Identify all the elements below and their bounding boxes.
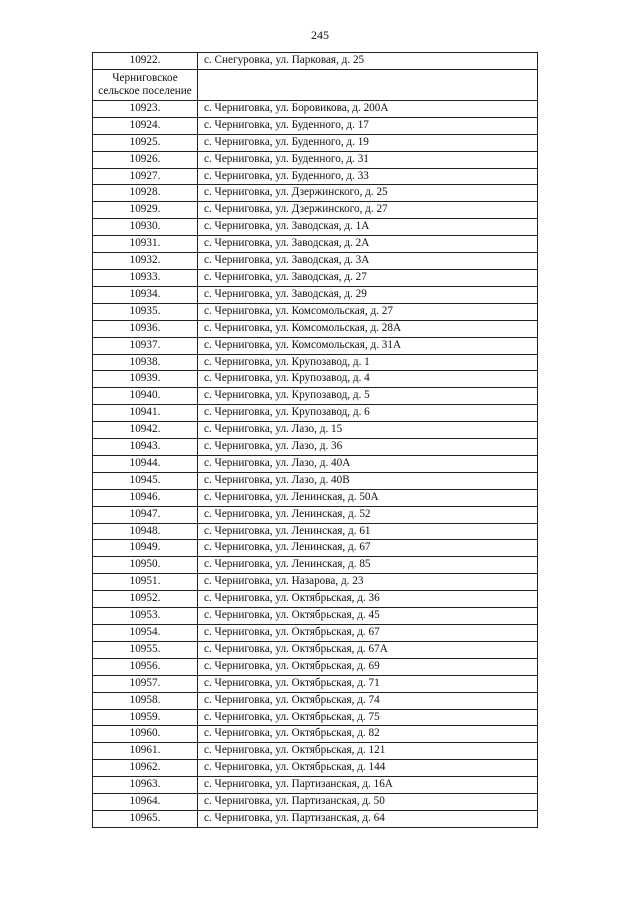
table-row: [93, 726, 538, 743]
row-number: 10938.: [93, 354, 198, 371]
table-row: [93, 134, 538, 151]
row-number: 10962.: [93, 760, 198, 777]
row-number: 10955.: [93, 641, 198, 658]
row-number: 10949.: [93, 540, 198, 557]
row-number: 10960.: [93, 726, 198, 743]
row-address: с. Черниговка, ул. Лазо, д. 40А: [198, 455, 538, 472]
row-address: с. Черниговка, ул. Комсомольская, д. 27: [198, 303, 538, 320]
table-row: [93, 506, 538, 523]
row-number: 10952.: [93, 591, 198, 608]
table-row: [93, 641, 538, 658]
row-number: 10946.: [93, 489, 198, 506]
row-address: с. Черниговка, ул. Дзержинского, д. 27: [198, 202, 538, 219]
row-address: с. Черниговка, ул. Октябрьская, д. 67: [198, 625, 538, 642]
row-number: 10964.: [93, 794, 198, 811]
table-row: [93, 675, 538, 692]
table-body: [93, 100, 538, 827]
row-address: с. Черниговка, ул. Буденного, д. 31: [198, 151, 538, 168]
row-address: с. Черниговка, ул. Крупозавод, д. 4: [198, 371, 538, 388]
row-number: 10958.: [93, 692, 198, 709]
table-row: [93, 320, 538, 337]
table-row: [93, 743, 538, 760]
row-number: 10943.: [93, 439, 198, 456]
row-number: 10937.: [93, 337, 198, 354]
row-address: с. Черниговка, ул. Комсомольская, д. 31А: [198, 337, 538, 354]
row-number: 10957.: [93, 675, 198, 692]
row-number: 10963.: [93, 777, 198, 794]
row-address: с. Черниговка, ул. Лазо, д. 36: [198, 439, 538, 456]
row-number: 10944.: [93, 455, 198, 472]
table-row: [93, 337, 538, 354]
table-row: [93, 202, 538, 219]
row-address: с. Черниговка, ул. Октябрьская, д. 45: [198, 608, 538, 625]
row-address: с. Черниговка, ул. Лазо, д. 40В: [198, 472, 538, 489]
row-number: 10948.: [93, 523, 198, 540]
table-row: [93, 574, 538, 591]
row-number: 10945.: [93, 472, 198, 489]
row-number: 10956.: [93, 658, 198, 675]
table-row: [93, 625, 538, 642]
table-row: [93, 794, 538, 811]
table-row: [93, 168, 538, 185]
row-number: 10929.: [93, 202, 198, 219]
row-address: с. Черниговка, ул. Октябрьская, д. 75: [198, 709, 538, 726]
table-row: [93, 53, 538, 70]
row-address: с. Черниговка, ул. Партизанская, д. 50: [198, 794, 538, 811]
row-address: с. Черниговка, ул. Ленинская, д. 61: [198, 523, 538, 540]
row-number: 10931.: [93, 236, 198, 253]
row-number: 10965.: [93, 810, 198, 827]
table-row: [93, 253, 538, 270]
table-row: [93, 303, 538, 320]
row-number: 10959.: [93, 709, 198, 726]
row-number: 10947.: [93, 506, 198, 523]
table-body-before: [93, 53, 538, 70]
table-row: [93, 777, 538, 794]
row-address: с. Черниговка, ул. Октябрьская, д. 74: [198, 692, 538, 709]
row-number: 10953.: [93, 608, 198, 625]
section-name: Черниговское сельское поселение: [93, 69, 198, 100]
row-number: 10950.: [93, 557, 198, 574]
table-row: [93, 455, 538, 472]
row-address: с. Черниговка, ул. Заводская, д. 2А: [198, 236, 538, 253]
row-number: 10930.: [93, 219, 198, 236]
table-row: [93, 709, 538, 726]
row-address: с. Черниговка, ул. Октябрьская, д. 121: [198, 743, 538, 760]
table-row: [93, 185, 538, 202]
row-address: с. Черниговка, ул. Дзержинского, д. 25: [198, 185, 538, 202]
row-address: с. Черниговка, ул. Ленинская, д. 85: [198, 557, 538, 574]
row-address: с. Черниговка, ул. Ленинская, д. 67: [198, 540, 538, 557]
table-row: [93, 489, 538, 506]
table-row: [93, 151, 538, 168]
table-row: [93, 117, 538, 134]
row-number: 10935.: [93, 303, 198, 320]
row-address: с. Черниговка, ул. Октябрьская, д. 144: [198, 760, 538, 777]
row-address: с. Черниговка, ул. Октябрьская, д. 82: [198, 726, 538, 743]
page-number: 245: [311, 28, 329, 42]
row-address: с. Черниговка, ул. Крупозавод, д. 1: [198, 354, 538, 371]
table-row: [93, 523, 538, 540]
row-number: 10954.: [93, 625, 198, 642]
row-address: с. Черниговка, ул. Заводская, д. 1А: [198, 219, 538, 236]
table-row: [93, 236, 538, 253]
row-number: 10928.: [93, 185, 198, 202]
row-address: с. Черниговка, ул. Октябрьская, д. 69: [198, 658, 538, 675]
table-row: [93, 540, 538, 557]
section-row: [93, 69, 538, 100]
row-number: 10932.: [93, 253, 198, 270]
row-number: 10926.: [93, 151, 198, 168]
table-row: [93, 286, 538, 303]
section-body: [93, 69, 538, 100]
table-row: [93, 472, 538, 489]
table-row: [93, 591, 538, 608]
row-number: 10923.: [93, 100, 198, 117]
row-address: с. Черниговка, ул. Октябрьская, д. 36: [198, 591, 538, 608]
table-row: [93, 760, 538, 777]
row-address: с. Черниговка, ул. Ленинская, д. 52: [198, 506, 538, 523]
address-table: [92, 52, 538, 828]
row-number: 10941.: [93, 405, 198, 422]
row-number: 10924.: [93, 117, 198, 134]
row-address: с. Черниговка, ул. Заводская, д. 3А: [198, 253, 538, 270]
row-address: с. Черниговка, ул. Октябрьская, д. 67А: [198, 641, 538, 658]
row-number: 10961.: [93, 743, 198, 760]
row-address: с. Черниговка, ул. Партизанская, д. 64: [198, 810, 538, 827]
row-address: с. Черниговка, ул. Буденного, д. 33: [198, 168, 538, 185]
row-address: с. Черниговка, ул. Крупозавод, д. 6: [198, 405, 538, 422]
row-address: с. Черниговка, ул. Буденного, д. 17: [198, 117, 538, 134]
row-address: с. Черниговка, ул. Лазо, д. 15: [198, 422, 538, 439]
row-address: с. Черниговка, ул. Боровикова, д. 200А: [198, 100, 538, 117]
table-row: [93, 608, 538, 625]
table-row: [93, 439, 538, 456]
table-row: [93, 388, 538, 405]
table-row: [93, 354, 538, 371]
section-value: [198, 69, 538, 100]
row-address: с. Черниговка, ул. Комсомольская, д. 28А: [198, 320, 538, 337]
row-address: с. Черниговка, ул. Заводская, д. 27: [198, 269, 538, 286]
table-row: [93, 658, 538, 675]
row-number: 10939.: [93, 371, 198, 388]
row-address: с. Черниговка, ул. Заводская, д. 29: [198, 286, 538, 303]
row-number: 10922.: [93, 53, 198, 70]
table-row: [93, 422, 538, 439]
table-row: [93, 692, 538, 709]
row-address: с. Снегуровка, ул. Парковая, д. 25: [198, 53, 538, 70]
row-number: 10925.: [93, 134, 198, 151]
table-row: [93, 100, 538, 117]
row-number: 10942.: [93, 422, 198, 439]
row-address: с. Черниговка, ул. Буденного, д. 19: [198, 134, 538, 151]
table-row: [93, 219, 538, 236]
table-row: [93, 371, 538, 388]
row-address: с. Черниговка, ул. Назарова, д. 23: [198, 574, 538, 591]
row-number: 10940.: [93, 388, 198, 405]
row-number: 10951.: [93, 574, 198, 591]
row-address: с. Черниговка, ул. Партизанская, д. 16А: [198, 777, 538, 794]
row-number: 10936.: [93, 320, 198, 337]
row-address: с. Черниговка, ул. Ленинская, д. 50А: [198, 489, 538, 506]
row-number: 10927.: [93, 168, 198, 185]
row-number: 10934.: [93, 286, 198, 303]
table-row: [93, 269, 538, 286]
table-row: [93, 810, 538, 827]
row-address: с. Черниговка, ул. Крупозавод, д. 5: [198, 388, 538, 405]
table-row: [93, 405, 538, 422]
table-row: [93, 557, 538, 574]
row-number: 10933.: [93, 269, 198, 286]
row-address: с. Черниговка, ул. Октябрьская, д. 71: [198, 675, 538, 692]
